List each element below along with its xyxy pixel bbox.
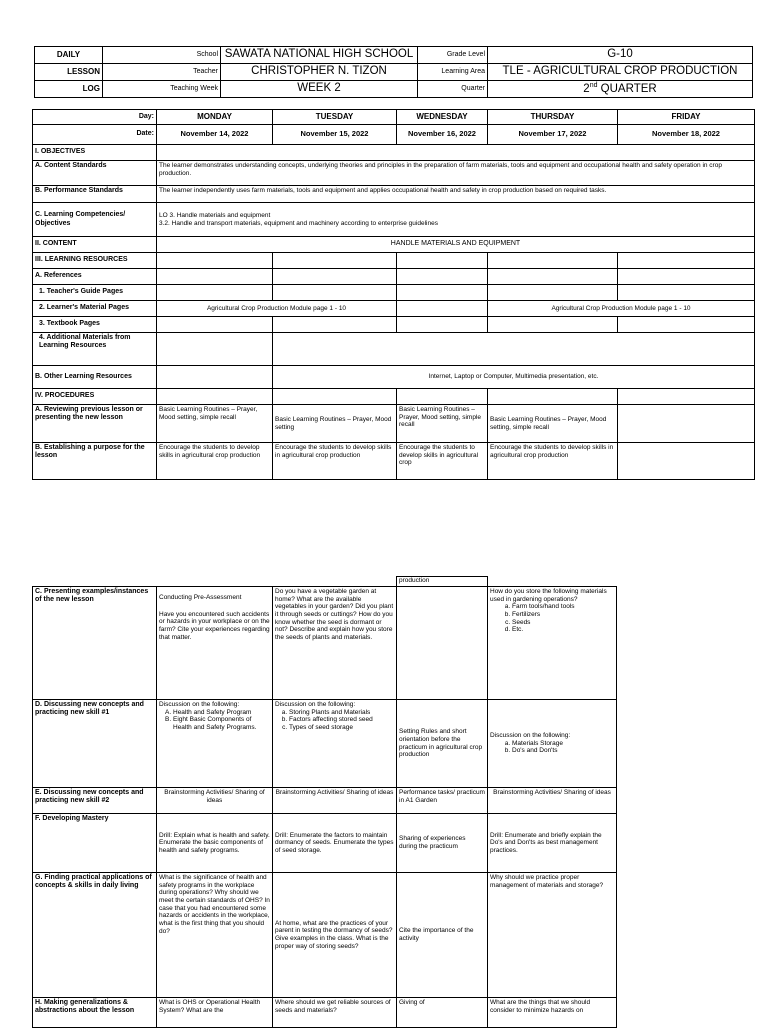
- teacher-label: Teacher: [103, 64, 221, 81]
- lesson-log-table: [32, 109, 755, 480]
- list-item: b. Fertilizers: [512, 611, 614, 619]
- pre-assessment-text: Conducting Pre-Assessment: [159, 594, 242, 601]
- competencies-text: [157, 203, 755, 237]
- date-friday: November 18, 2022: [618, 125, 755, 145]
- references-label: A. References: [33, 269, 157, 285]
- procedures-heading: IV. PROCEDURES: [33, 389, 157, 405]
- school-name: SAWATA NATIONAL HIGH SCHOOL: [221, 47, 418, 64]
- competency-3-2: 3.2. Handle and transport materials, equipment and machinery according to enterprise guidelines: [159, 219, 438, 227]
- day-thursday: THURSDAY: [488, 110, 618, 125]
- discussion-list: [275, 709, 394, 732]
- proc-e-tuesday: Brainstorming Activities/ Sharing of ideas: [273, 788, 397, 814]
- cell-blank: [488, 285, 618, 301]
- discussion-intro: Discussion on the following:: [159, 701, 240, 708]
- performance-standards-text: The learner independently uses farm materials, tools and equipment and applies occupational health and safety in crop production based on required tasks.: [157, 186, 755, 203]
- cell-blank: [488, 577, 617, 587]
- objectives-blank: [157, 145, 755, 161]
- date-thursday: November 17, 2022: [488, 125, 618, 145]
- date-wednesday: November 16, 2022: [397, 125, 488, 145]
- additional-materials-blank: [273, 333, 755, 366]
- cell-blank: [273, 389, 397, 405]
- cell-blank: [397, 317, 488, 333]
- cell-blank: [273, 317, 397, 333]
- proc-h-tuesday: Where should we get reliable sources of seeds and materials?: [273, 998, 397, 1028]
- cell-blank: [397, 253, 488, 269]
- proc-c-thursday: [488, 587, 617, 700]
- teachers-guide-label: 1. Teacher's Guide Pages: [33, 285, 157, 301]
- cell-blank: [397, 587, 488, 700]
- proc-a-thursday: Basic Learning Routines – Prayer, Mood setting, simple recall: [488, 405, 618, 443]
- proc-h-wednesday: Giving of: [397, 998, 488, 1028]
- learning-resources-heading: III. LEARNING RESOURCES: [33, 253, 157, 269]
- list-item: c. Types of seed storage: [289, 724, 394, 732]
- list-item: a. Storing Plants and Materials: [289, 709, 394, 717]
- learners-material-thu-fri: Agricultural Crop Production Module page 1 - 10: [488, 301, 755, 317]
- proc-g-thursday: Why should we practice proper management of materials and storage?: [488, 873, 617, 998]
- proc-h-thursday: What are the things that we should consider to minimize hazards on: [488, 998, 617, 1028]
- proc-c-monday: [157, 587, 273, 700]
- proc-f-wednesday: Sharing of experiences during the practicum: [397, 814, 488, 873]
- cell-blank: [157, 269, 273, 285]
- cell-blank: [397, 285, 488, 301]
- proc-b-label: B. Establishing a purpose for the lesson: [33, 443, 157, 480]
- additional-materials-label: 4. Additional Materials from Learning Resources: [33, 333, 157, 366]
- list-item: b. Factors affecting stored seed: [289, 716, 394, 724]
- hazard-question: Have you encountered such accidents or hazards in your workplace or on the farm? Cite your experiences regarding that matter.: [159, 610, 270, 641]
- content-topic: HANDLE MATERIALS AND EQUIPMENT: [157, 237, 755, 253]
- proc-a-wednesday: Basic Learning Routines – Prayer, Mood setting, simple recall: [397, 405, 488, 443]
- proc-h-monday: What is OHS or Operational Health System? What are the: [157, 998, 273, 1028]
- cell-blank: [397, 301, 488, 317]
- content-standards-text: The learner demonstrates understanding concepts, underlying theories and principles in the preparation of farm materials, tools and equipment and occupational health and safety operation in crop production.: [157, 161, 755, 186]
- proc-a-label: A. Reviewing previous lesson or presenting the new lesson: [33, 405, 157, 443]
- dll-word-log: LOG: [35, 81, 103, 98]
- competencies-label: C. Learning Competencies/ Objectives: [33, 203, 157, 237]
- proc-d-monday: [157, 700, 273, 788]
- cell-blank: [397, 389, 488, 405]
- proc-d-tuesday: [273, 700, 397, 788]
- grade-value: G-10: [488, 47, 753, 64]
- proc-f-monday: Drill: Explain what is health and safety. Enumerate the basic components of health and safety programs.: [157, 814, 273, 873]
- other-resources-text: Internet, Laptop or Computer, Multimedia presentation, etc.: [273, 366, 755, 389]
- proc-e-wednesday: Performance tasks/ practicum in A1 Garden: [397, 788, 488, 814]
- proc-d-thursday: [488, 700, 617, 788]
- quarter-label: Quarter: [418, 81, 488, 98]
- cell-blank: [618, 253, 755, 269]
- content-standards-label: A. Content Standards: [33, 161, 157, 186]
- quarter-value: 2nd QUARTER: [488, 81, 753, 98]
- proc-b-tuesday: Encourage the students to develop skills in agricultural crop production: [273, 443, 397, 480]
- proc-f-label: F. Developing Mastery: [33, 814, 157, 873]
- day-friday: FRIDAY: [618, 110, 755, 125]
- cell-blank: [157, 253, 273, 269]
- textbook-pages-label: 3. Textbook Pages: [33, 317, 157, 333]
- cell-blank: [157, 333, 273, 366]
- week-value: WEEK 2: [221, 81, 418, 98]
- cell-blank: [618, 285, 755, 301]
- learners-material-label: 2. Learner's Material Pages: [33, 301, 157, 317]
- performance-standards-label: B. Performance Standards: [33, 186, 157, 203]
- dll-word-daily: DAILY: [35, 47, 103, 64]
- lesson-log-table-continued: [32, 576, 617, 1028]
- day-wednesday: WEDNESDAY: [397, 110, 488, 125]
- dll-word-lesson: LESSON: [35, 64, 103, 81]
- cell-blank: [157, 317, 273, 333]
- list-item: B. Eight Basic Components of Health and Safety Programs.: [173, 716, 270, 731]
- cell-blank: [273, 269, 397, 285]
- proc-f-thursday: Drill: Enumerate and briefly explain the Do's and Don'ts as best management practices.: [488, 814, 617, 873]
- discussion-intro: Discussion on the following:: [490, 732, 571, 740]
- proc-c-tuesday: Do you have a vegetable garden at home? What are the available vegetables in your garden? Did you plant it through seeds or cuttings? How do you know whether the seed is dormant or not? Describe and explain how you store the seeds of plants and materials.: [273, 587, 397, 700]
- cell-blank: [273, 285, 397, 301]
- list-item: a. Materials Storage: [512, 740, 614, 748]
- cell-blank: [157, 389, 273, 405]
- content-heading: II. CONTENT: [33, 237, 157, 253]
- day-tuesday: TUESDAY: [273, 110, 397, 125]
- discussion-list: [490, 740, 614, 755]
- proc-d-wednesday: Setting Rules and short orientation before the practicum in agricultural crop production: [397, 700, 488, 788]
- proc-a-tuesday: Basic Learning Routines – Prayer, Mood setting: [273, 405, 397, 443]
- list-item: A. Health and Safety Program: [173, 709, 270, 717]
- list-item: a. Farm tools/hand tools: [512, 603, 614, 611]
- proc-f-tuesday: Drill: Enumerate the factors to maintain dormancy of seeds. Enumerate the types of seed storage.: [273, 814, 397, 873]
- proc-a-monday: Basic Learning Routines – Prayer, Mood setting, simple recall: [157, 405, 273, 443]
- day-monday: MONDAY: [157, 110, 273, 125]
- proc-g-tuesday: At home, what are the practices of your parent in testing the dormancy of seeds? Give examples in the class. What is the proper way of storing seeds?: [273, 873, 397, 998]
- proc-b-wednesday: Encourage the students to develop skills in agricultural crop: [397, 443, 488, 480]
- proc-b-wednesday-cont: production: [397, 577, 488, 587]
- proc-e-thursday: Brainstorming Activities/ Sharing of ideas: [488, 788, 617, 814]
- cell-blank: [488, 253, 618, 269]
- proc-g-label: G. Finding practical applications of concepts & skills in daily living: [33, 873, 157, 998]
- date-label: Date:: [33, 125, 157, 145]
- cell-blank: [488, 389, 618, 405]
- proc-e-label: E. Discussing new concepts and practicing new skill #2: [33, 788, 157, 814]
- day-label: Day:: [33, 110, 157, 125]
- learning-area-label: Learning Area: [418, 64, 488, 81]
- proc-g-wednesday: Cite the importance of the activity: [397, 873, 488, 998]
- cell-blank: [618, 405, 755, 443]
- cell-blank: [618, 317, 755, 333]
- other-resources-label: B. Other Learning Resources: [33, 366, 157, 389]
- cell-blank: [618, 443, 755, 480]
- learning-area-value: TLE - AGRICULTURAL CROP PRODUCTION: [488, 64, 753, 81]
- storage-question: How do you store the following materials used in gardening operations?: [490, 588, 607, 603]
- cell-blank: [157, 577, 273, 587]
- date-tuesday: November 15, 2022: [273, 125, 397, 145]
- cell-blank: [157, 285, 273, 301]
- grade-level-label: Grade Level: [418, 47, 488, 64]
- competency-lo3: LO 3. Handle materials and equipment: [159, 211, 271, 219]
- cell-blank: [618, 269, 755, 285]
- list-item: b. Do's and Don'ts: [512, 747, 614, 755]
- proc-b-monday: Encourage the students to develop skills in agricultural crop production: [157, 443, 273, 480]
- objectives-heading: I. OBJECTIVES: [33, 145, 157, 161]
- cell-blank: [618, 389, 755, 405]
- proc-b-thursday: Encourage the students to develop skills in agricultural crop production: [488, 443, 618, 480]
- cell-blank: [157, 366, 273, 389]
- discussion-list: [159, 709, 270, 732]
- proc-c-label: C. Presenting examples/instances of the new lesson: [33, 587, 157, 700]
- proc-h-label: H. Making generalizations & abstractions about the lesson: [33, 998, 157, 1028]
- learners-material-mon-tue: Agricultural Crop Production Module page 1 - 10: [157, 301, 397, 317]
- cell-blank: [397, 269, 488, 285]
- cell-blank: [273, 253, 397, 269]
- cell-blank: [273, 577, 397, 587]
- proc-d-label: D. Discussing new concepts and practicing new skill #1: [33, 700, 157, 788]
- teacher-name: CHRISTOPHER N. TIZON: [221, 64, 418, 81]
- header-table: [34, 46, 753, 98]
- date-monday: November 14, 2022: [157, 125, 273, 145]
- discussion-intro: Discussion on the following:: [275, 701, 356, 708]
- cell-blank: [488, 269, 618, 285]
- list-item: d. Etc.: [512, 626, 614, 634]
- list-item: c. Seeds: [512, 619, 614, 627]
- cell-blank: [488, 317, 618, 333]
- proc-g-monday: What is the significance of health and safety programs in the workplace during operations? Why should we meet the certain standards of OHS? In case that you had encountered some hazards or accidents in the workplace, what is the first thing that you should do?: [157, 873, 273, 998]
- school-label: School: [103, 47, 221, 64]
- proc-e-monday: Brainstorming Activities/ Sharing of ideas: [157, 788, 273, 814]
- cell-blank: [33, 577, 157, 587]
- storage-list: [490, 603, 614, 634]
- teaching-week-label: Teaching Week: [103, 81, 221, 98]
